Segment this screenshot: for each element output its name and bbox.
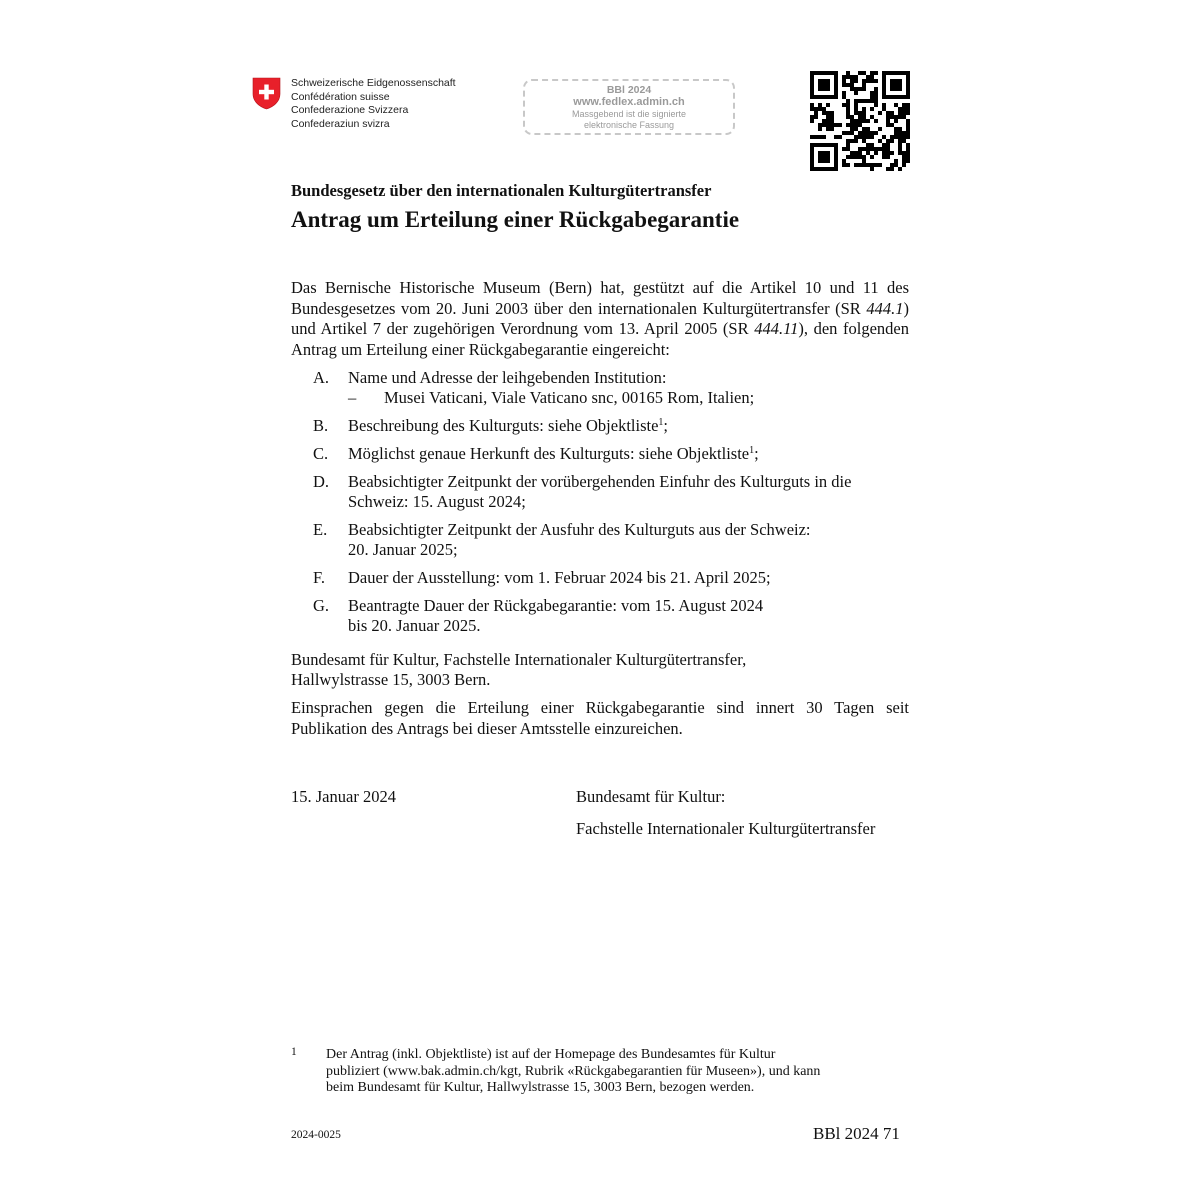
stamp-note-2: elektronische Fassung [583,120,675,130]
footnote-ref: 1 [749,445,755,456]
footnote-text [326,1047,911,1097]
item-c [313,444,913,464]
swiss-cross-icon [252,77,281,110]
footnote-line-3: beim Bundesamt für Kultur, Hallwylstrasse 15, 3003 Bern, bezogen werden. [326,1080,755,1095]
intro-paragraph [291,278,909,360]
item-text: Beschreibung des Kulturguts: siehe Objektliste [348,416,659,435]
item-d [313,472,913,512]
page-title: Antrag um Erteilung einer Rückgabegarantie [291,207,740,232]
item-end: ; [754,444,759,463]
item-text-line1: Beabsichtigter Zeitpunkt der Ausfuhr des Kulturguts aus der Schweiz: [348,520,811,539]
objection-notice: Einsprachen gegen die Erteilung einer Rückgabegarantie sind innert 30 Tagen seit Publikation des Antrags bei dieser Amtsstelle einzureichen. [291,698,909,738]
intro-text-3: ), den folgenden Antrag um Erteilung einer Rückgabegarantie eingereicht: [291,319,909,359]
application-items [313,368,913,644]
signing-unit: Fachstelle Internationaler Kulturgütertransfer [576,819,876,838]
lender-address: Musei Vaticani, Viale Vaticano snc, 00165 Rom, Italien; [384,388,755,407]
item-f [313,568,913,588]
document-number: 2024-0025 [291,1129,341,1141]
footnote-number: 1 [291,1046,297,1058]
sr-reference-2: 444.11 [754,319,799,338]
fedlex-stamp [523,79,735,135]
item-text: Möglichst genaue Herkunft des Kulturguts: siehe Objektliste [348,444,750,463]
confederation-names [291,77,456,131]
page-reference: BBl 2024 71 [813,1124,900,1143]
publication-date: 15. Januar 2024 [291,787,396,806]
item-letter: C. [313,444,329,463]
item-text: Name und Adresse der leihgebenden Institution: [348,368,667,387]
item-text-line1: Beantragte Dauer der Rückgabegarantie: vom 15. August 2024 [348,596,764,615]
item-letter: G. [313,596,330,615]
dash: – [348,388,357,407]
footnote-line-2: publiziert (www.bak.admin.ch/kgt, Rubrik «Rückgabegarantien für Museen»), und kann [326,1063,821,1079]
item-letter: E. [313,520,328,539]
item-text: Dauer der Ausstellung: vom 1. Februar 2024 bis 21. April 2025; [348,568,771,587]
item-b [313,416,913,436]
item-letter: B. [313,416,329,435]
item-text-line2: bis 20. Januar 2025. [348,616,481,635]
item-e [313,520,913,560]
intro-text-2: ) und Artikel 7 der zugehörigen Verordnung vom 13. April 2005 (SR [291,298,909,338]
confederation-fr: Confédération suisse [291,90,390,103]
item-letter: A. [313,368,330,387]
item-a [313,368,913,408]
item-letter: D. [313,472,330,491]
stamp-note-1: Massgebend ist die signierte [571,109,687,119]
item-letter: F. [313,568,325,587]
item-g [313,596,913,636]
qr-code-icon [810,71,910,171]
law-title: Bundesgesetz über den internationalen Kulturgütertransfer [291,181,712,200]
stamp-url: www.fedlex.admin.ch [573,96,685,108]
item-text-line2: 20. Januar 2025; [348,540,458,559]
office-line-1: Bundesamt für Kultur, Fachstelle Internationaler Kulturgütertransfer, [291,650,747,669]
signing-authority: Bundesamt für Kultur: [576,787,726,806]
sr-reference-1: 444.1 [866,298,904,318]
confederation-it: Confederazione Svizzera [291,104,409,116]
item-end: ; [663,416,668,435]
intro-text-1: Das Bernische Historische Museum (Bern) hat, gestützt auf die Artikel 10 und 11 des Bundesgesetzes vom 20. Juni 2003 über den internationalen Kulturgütertransfer (SR [291,278,909,318]
footnote-line-1: Der Antrag (inkl. Objektliste) ist auf der Homepage des Bundesamtes für Kultur [326,1047,776,1062]
stamp-bbl: BBl 2024 [606,84,652,96]
confederation-de: Schweizerische Eidgenossenschaft [291,77,456,89]
item-sub [348,388,913,408]
office-address [291,650,909,690]
item-text: Beabsichtigter Zeitpunkt der vorübergehenden Einfuhr des Kulturguts in die Schweiz: 15. August 2024; [348,472,852,511]
confederation-rm: Confederaziun svizra [291,117,390,130]
office-line-2: Hallwylstrasse 15, 3003 Bern. [291,670,491,689]
footnote-ref: 1 [658,417,664,428]
